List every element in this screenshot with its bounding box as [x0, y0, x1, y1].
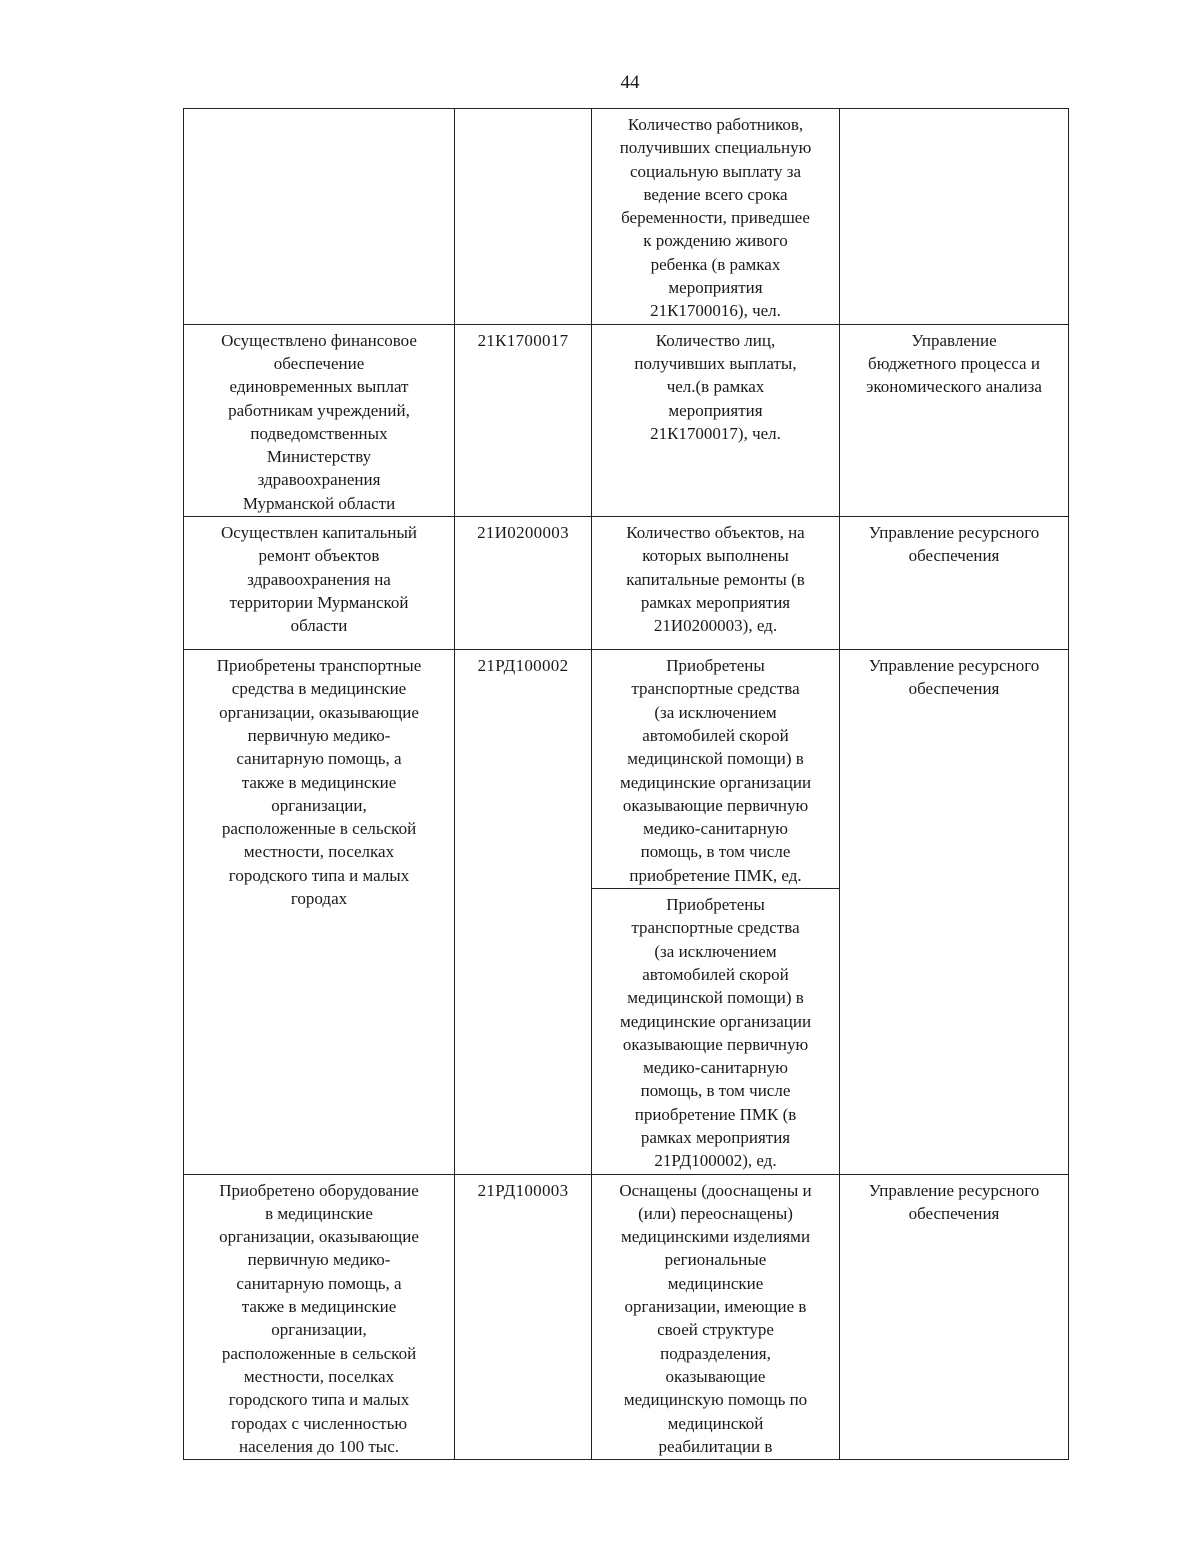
code-cell: 21К1700017: [455, 324, 592, 516]
table-row: [184, 324, 1069, 516]
responsible-cell: Управление ресурсного обеспечения: [840, 517, 1069, 650]
indicator-cell: Количество объектов, на которых выполнены капитальные ремонты (в рамках мероприятия 21И0200003), ед.: [592, 517, 840, 650]
responsible-cell: Управление ресурсного обеспечения: [840, 650, 1069, 1175]
measures-table: [183, 108, 1069, 1460]
indicator-cell: Оснащены (дооснащены и (или) переоснащены) медицинскими изделиями региональные медицинские организации, имеющие в своей структуре подразделения, оказывающие медицинскую помощь по медицинской реабилитации в: [592, 1174, 840, 1460]
indicator-cell: Приобретены транспортные средства (за исключением автомобилей скорой медицинской помощи) в медицинские организации оказывающие первичную медико-санитарную помощь, в том числе приобретение ПМК, ед.: [592, 650, 840, 889]
page-number: 44: [620, 72, 640, 93]
table-row: [184, 650, 1069, 889]
indicator-cell: Количество работников, получивших специальную социальную выплату за ведение всего срока беременности, приведшее к рождению живого ребенка (в рамках мероприятия 21К1700016), чел.: [592, 109, 840, 325]
table-row: [184, 517, 1069, 650]
result-cell: Приобретены транспортные средства в медицинские организации, оказывающие первичную медико- санитарную помощь, а также в медицинские организации, расположенные в сельской местности, поселках городского типа и малых городах: [184, 650, 455, 1175]
table-row: [184, 109, 1069, 325]
responsible-cell: [840, 109, 1069, 325]
code-cell: 21РД100002: [455, 650, 592, 1175]
code-cell: 21РД100003: [455, 1174, 592, 1460]
result-cell: Осуществлен капитальный ремонт объектов здравоохранения на территории Мурманской области: [184, 517, 455, 650]
code-cell: 21И0200003: [455, 517, 592, 650]
result-cell: Осуществлено финансовое обеспечение единовременных выплат работникам учреждений, подведомственных Министерству здравоохранения Мурманской области: [184, 324, 455, 516]
responsible-cell: Управление бюджетного процесса и экономического анализа: [840, 324, 1069, 516]
result-cell: Приобретено оборудование в медицинские организации, оказывающие первичную медико- санитарную помощь, а также в медицинские организации, расположенные в сельской местности, поселках городского типа и малых городах с численностью населения до 100 тыс.: [184, 1174, 455, 1460]
table-row: [184, 1174, 1069, 1460]
code-cell: [455, 109, 592, 325]
indicator-cell: Приобретены транспортные средства (за исключением автомобилей скорой медицинской помощи) в медицинские организации оказывающие первичную медико-санитарную помощь, в том числе приобретение ПМК (в рамках мероприятия 21РД100002), ед.: [592, 889, 840, 1175]
indicator-cell: Количество лиц, получивших выплаты, чел.(в рамках мероприятия 21К1700017), чел.: [592, 324, 840, 516]
responsible-cell: Управление ресурсного обеспечения: [840, 1174, 1069, 1460]
result-cell: [184, 109, 455, 325]
